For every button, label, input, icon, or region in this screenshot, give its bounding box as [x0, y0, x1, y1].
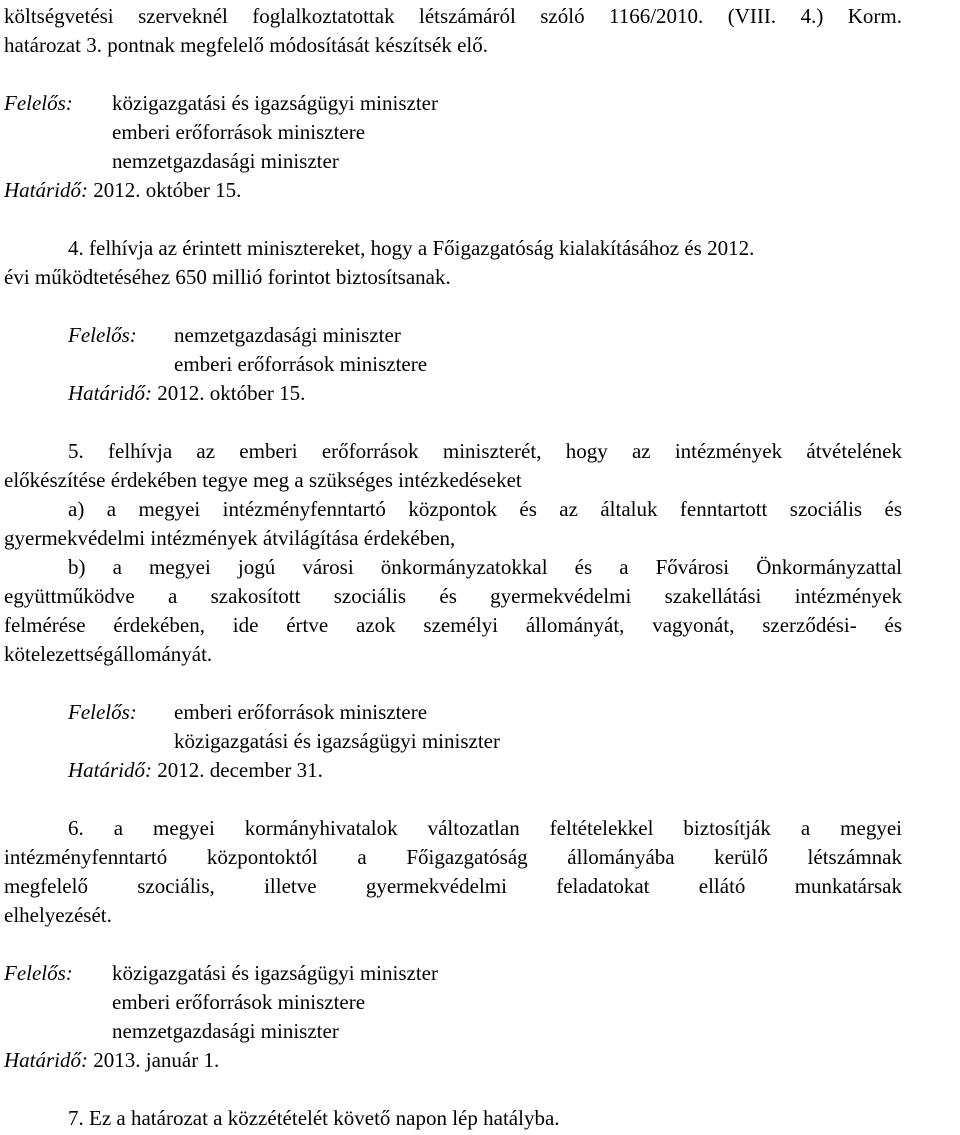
responsible-name: emberi erőforrások minisztere — [112, 990, 366, 1014]
block1-felelos-row — [4, 89, 438, 118]
item6-line-1: 6. a megyei kormányhivatalok változatlan feltételekkel biztosítják a megyei — [68, 816, 902, 840]
item5-b-line-4: kötelezettségállományát. — [4, 642, 213, 666]
item6-line-2: intézményfenntartó központoktól a Főigazgatóság állományába kerülő létszámnak — [4, 845, 902, 869]
responsible-name: emberi erőforrások minisztere — [174, 700, 428, 724]
deadline-value: 2012. október 15. — [157, 381, 306, 405]
responsible-name: nemzetgazdasági miniszter — [174, 323, 401, 347]
item5-b-line-2: együttműködve a szakosított szociális és gyermekvédelmi szakellátási intézmények — [4, 584, 902, 608]
hatarido-label: Határidő: — [4, 178, 88, 202]
item5-line-2: előkészítése érdekében tegye meg a szükséges intézkedéseket — [4, 468, 522, 492]
responsible-name: közigazgatási és igazságügyi miniszter — [174, 729, 500, 753]
item5-b-line-3: felmérése érdekében, ide értve azok személyi állományát, vagyonát, szerződési- és — [4, 613, 902, 637]
item7-line-1: 7. Ez a határozat a közzétételét követő napon lép hatályba. — [68, 1106, 560, 1130]
hatarido-label: Határidő: — [68, 381, 152, 405]
intro-line-2: határozat 3. pontnak megfelelő módosítását készítsék elő. — [4, 33, 489, 57]
block4-felelos-row — [4, 959, 438, 988]
block3-felelos-row — [68, 698, 427, 727]
responsible-name: nemzetgazdasági miniszter — [112, 1019, 339, 1043]
hatarido-label: Határidő: — [4, 1048, 88, 1072]
item5-a-line-1: a) a megyei intézményfenntartó központok és az általuk fenntartott szociális és — [68, 497, 902, 521]
responsible-name: nemzetgazdasági miniszter — [112, 149, 339, 173]
block4-hatarido-row — [4, 1046, 219, 1075]
felelos-label: Felelős: — [68, 323, 137, 347]
felelos-label: Felelős: — [4, 961, 73, 985]
felelos-label: Felelős: — [68, 700, 137, 724]
responsible-name: közigazgatási és igazságügyi miniszter — [112, 961, 438, 985]
item6-line-4: elhelyezését. — [4, 903, 112, 927]
item5-a-line-2: gyermekvédelmi intézmények átvilágítása érdekében, — [4, 526, 456, 550]
hatarido-label: Határidő: — [68, 758, 152, 782]
responsible-name: közigazgatási és igazságügyi miniszter — [112, 91, 438, 115]
responsible-name: emberi erőforrások minisztere — [174, 352, 428, 376]
item4-line-1: 4. felhívja az érintett minisztereket, hogy a Főigazgatóság kialakításához és 2012. — [68, 236, 755, 260]
item5-b-line-1: b) a megyei jogú városi önkormányzatokkal és a Fővárosi Önkormányzattal — [68, 555, 902, 579]
item5-line-1: 5. felhívja az emberi erőforrások miniszterét, hogy az intézmények átvételének — [68, 439, 902, 463]
item4-line-2: évi működtetéséhez 650 millió forintot biztosítsanak. — [4, 265, 451, 289]
block1-hatarido-row — [4, 176, 241, 205]
block2-felelos-row — [68, 321, 401, 350]
deadline-value: 2012. december 31. — [157, 758, 323, 782]
block2-hatarido-row — [68, 379, 305, 408]
block3-hatarido-row — [68, 756, 323, 785]
deadline-value: 2012. október 15. — [93, 178, 242, 202]
item6-line-3: megfelelő szociális, illetve gyermekvédelmi feladatokat ellátó munkatársak — [4, 874, 902, 898]
intro-line-1: költségvetési szerveknél foglalkoztatottak létszámáról szóló 1166/2010. (VIII. 4.) Korm. — [4, 4, 902, 28]
felelos-label: Felelős: — [4, 91, 73, 115]
responsible-name: emberi erőforrások minisztere — [112, 120, 366, 144]
deadline-value: 2013. január 1. — [93, 1048, 220, 1072]
